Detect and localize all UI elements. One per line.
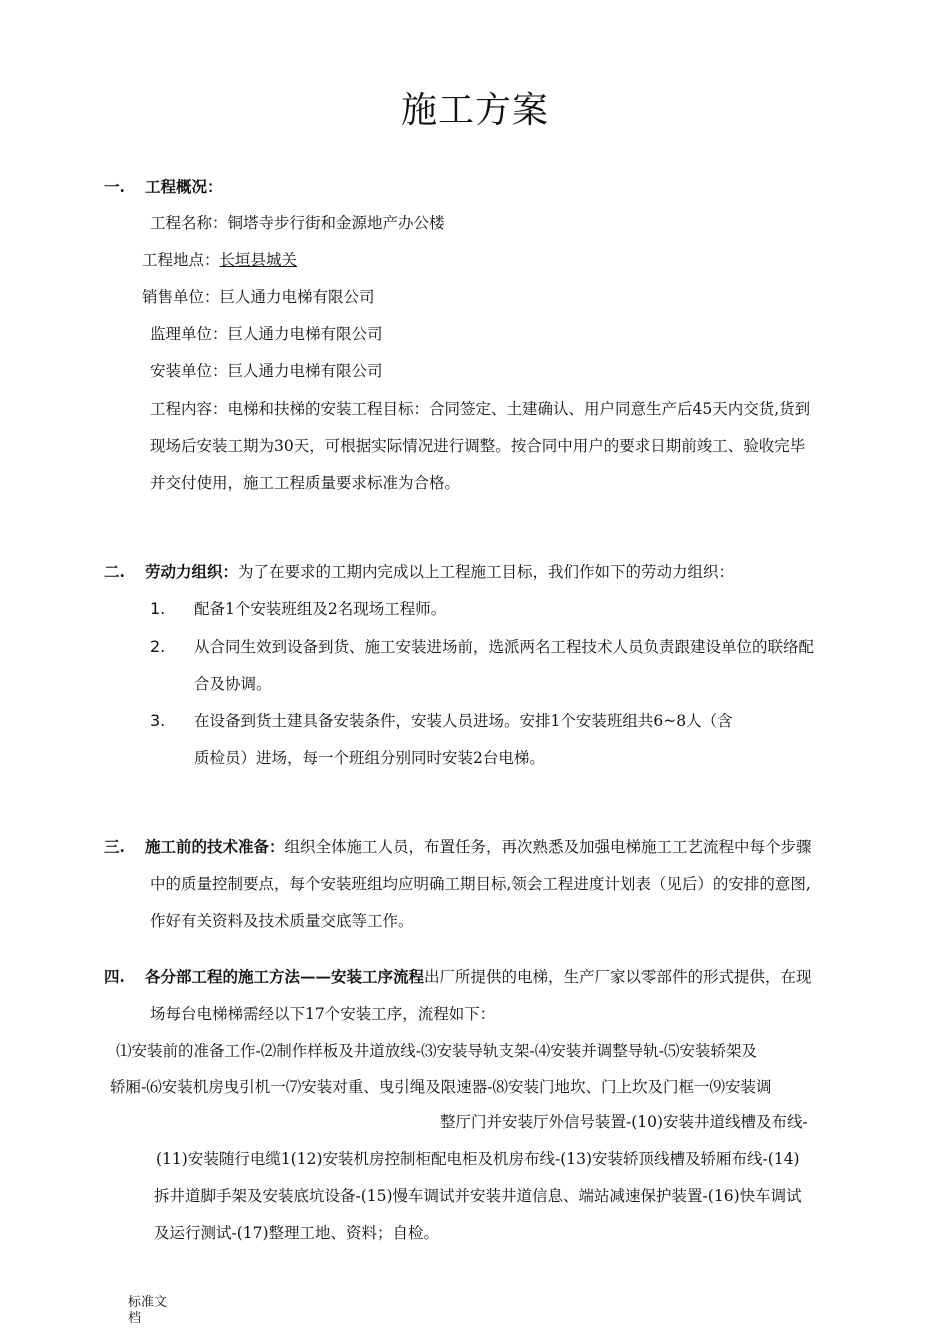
location-value: 长垣县城关 [219, 251, 298, 269]
list-number: 3. [150, 711, 166, 730]
project-location [142, 250, 297, 270]
list-item: 从合同生效到设备到货、施工安装进场前，选派两名工程技术人员负责跟建设单位的联络配 [194, 638, 815, 656]
section-line [145, 967, 812, 987]
content-line: 工程内容：电梯和扶梯的安装工程目标：合同签定、土建确认、用户同意生产后45天内交货,货到 [150, 400, 811, 418]
flow-line: 拆井道脚手架及安装底坑设备-(15)慢车调试并安装井道信息、端站减速保护装置-(16)快车调试 [154, 1187, 802, 1205]
section-heading: 工程概况： [145, 177, 223, 196]
section-number: 二. [104, 562, 125, 581]
section-heading: 各分部工程的施工方法——安装工序流程 [145, 967, 425, 986]
project-name: 工程名称：铜塔寺步行街和金源地产办公楼 [150, 214, 445, 232]
page-title: 施工方案 [400, 90, 549, 131]
section-line [145, 562, 734, 582]
flow-line: ⑴安装前的准备工作-⑵制作样板及井道放线-⑶安装导轨支架-⑷安装并调整导轨-⑸安装轿架及 [116, 1042, 757, 1060]
supervisor-unit: 监理单位：巨人通力电梯有限公司 [150, 325, 383, 343]
section-text: 出厂所提供的电梯，生产厂家以零部件的形式提供，在现 [424, 968, 812, 986]
section-text: 场每台电梯梯需经以下17个安装工序，流程如下： [150, 1005, 496, 1023]
content-line: 现场后安装工期为30天，可根据实际情况进行调整。按合同中用户的要求日期前竣工、验收完毕 [150, 437, 806, 455]
flow-line: 及运行测试-(17)整理工地、资料；自检。 [154, 1224, 440, 1242]
section-number: 一. [104, 177, 125, 196]
section-heading: 劳动力组织： [145, 562, 239, 581]
section-text: 中的质量控制要点，每个安装班组均应明确工期目标,领会工程进度计划表（见后）的安排的意图, [150, 875, 811, 893]
section-text: 组织全体施工人员，布置任务，再次熟悉及加强电梯施工工艺流程中每个步骤 [284, 838, 812, 856]
flow-line: (11)安装随行电缆1(12)安装机房控制柜配电柜及机房布线-(13)安装轿顶线槽及轿厢布线-(14) [156, 1150, 800, 1168]
list-item: 合及协调。 [194, 675, 272, 693]
seller-unit: 销售单位：巨人通力电梯有限公司 [142, 288, 375, 306]
flow-line: 轿厢-⑹安装机房曳引机一⑺安装对重、曳引绳及限速器-⑻安装门地坎、门上坎及门框一⑼安装调 [110, 1078, 772, 1096]
flow-line: 整厅门并安装厅外信号装置-(10)安装井道线槽及布线- [440, 1113, 808, 1131]
list-item: 配备1个安装班组及2名现场工程师。 [194, 600, 447, 618]
section-number: 三. [104, 837, 125, 856]
location-label: 工程地点： [142, 251, 220, 269]
list-item: 质检员）进场，每一个班组分别同时安装2台电梯。 [194, 749, 545, 767]
section-heading: 施工前的技术准备： [145, 837, 285, 856]
installer-unit: 安装单位：巨人通力电梯有限公司 [150, 362, 383, 380]
footer-label: 档 [128, 1311, 142, 1326]
footer-label: 标准文 [128, 1295, 168, 1310]
list-number: 2. [150, 637, 166, 656]
section-number: 四. [104, 967, 125, 986]
list-number: 1. [150, 599, 166, 618]
section-text: 作好有关资料及技术质量交底等工作。 [150, 912, 414, 930]
content-line: 并交付使用，施工工程质量要求标准为合格。 [150, 474, 461, 492]
section-line [145, 837, 812, 857]
list-item: 在设备到货土建具备安装条件，安装人员进场。安排1个安装班组共6~8人（含 [194, 712, 733, 730]
section-intro: 为了在要求的工期内完成以上工程施工目标，我们作如下的劳动力组织： [238, 563, 735, 581]
